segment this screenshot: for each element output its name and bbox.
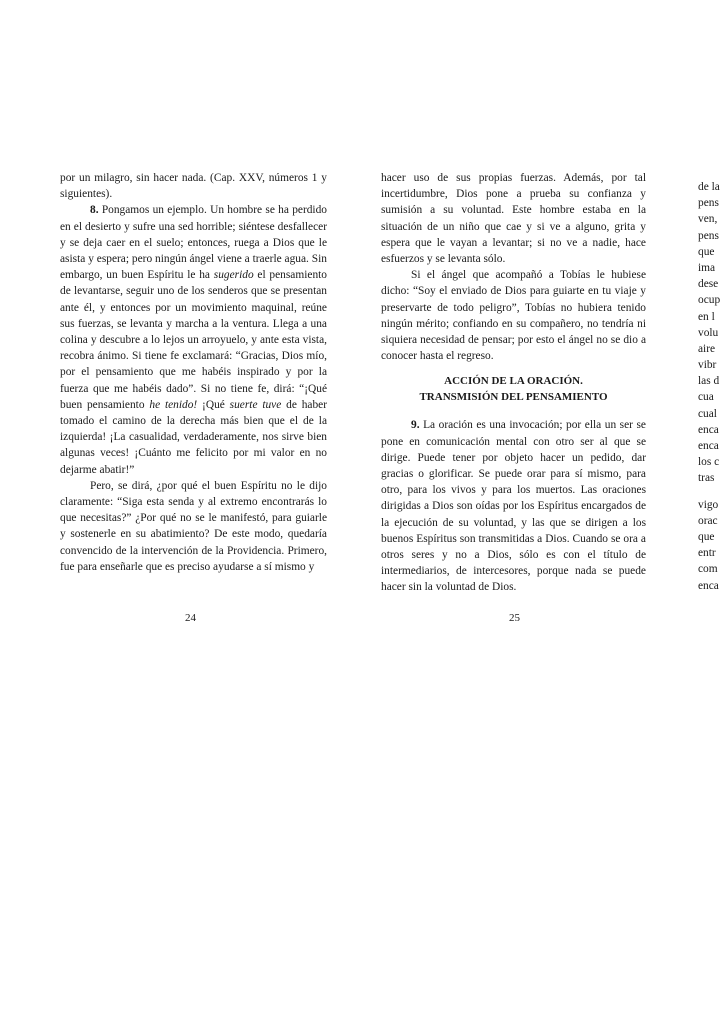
edge-line: cual — [698, 407, 717, 420]
italic-text: suerte tuve — [229, 398, 282, 411]
heading-line: TRANSMISIÓN DEL PENSAMIENTO — [419, 390, 608, 403]
paragraph-8 — [60, 202, 327, 477]
left-page-text-column — [60, 170, 327, 575]
page-number-left: 24 — [185, 612, 196, 624]
edge-line: enca — [698, 440, 719, 452]
edge-line: dese — [698, 278, 719, 291]
paragraph: Si el ángel que acompañó a Tobías le hubiese dicho: “Soy el enviado de Dios para guiarte en tu viaje y preservarte de todo peligro”, Tobías no hubiera tenido ningún mérito; confiando en su compañero, no tendría ni siquiera necesidad de pensar; por esto el ángel no se dio a conocer hasta el regreso. — [381, 269, 646, 363]
page-number-right: 25 — [509, 612, 520, 624]
paragraph: Pero, se dirá, ¿por qué el buen Espíritu no le dijo claramente: “Siga esta senda y al extremo encontrarás lo que necesitas?” ¿Por qué no se le manifestó, para guiarle y sostenerle en su abatimiento? De este modo, quedaría convencido de la intervención de la Providencia. Primero, fue para enseñarle que es preciso ayudarse a sí mismo y — [60, 479, 327, 573]
edge-line: ima — [698, 261, 716, 274]
edge-line: cua — [698, 391, 714, 404]
italic-text: he tenido! — [149, 398, 198, 411]
edge-line: ocup — [698, 294, 721, 307]
italic-text: sugerido — [213, 269, 254, 282]
paragraph-number: 8. — [90, 204, 99, 217]
cut-off-page-column — [698, 179, 728, 594]
edge-line: vigo — [698, 498, 719, 511]
edge-line: tras — [698, 472, 715, 485]
text-run: La oración es una invocación; por ella un ser se pone en comunicación mental con otro ser al que se dirige. Puede tener por objeto hacer un pedido, dar gracias o glorificar. Se puede orar para sí mismo, para otro, para los vivos y para los muertos. Las oraciones dirigidas a Dios son oídas por los Espíritus encargados de la ejecución de su voluntad, y las que se dirigen a los buenos Espíritus son transmitidas a Dios. Cuando se ora a otros seres y no a Dios, sólo es con el título de intermediarios, de intercesores, porque nada se puede hacer sin la voluntad de Dios. — [381, 419, 646, 594]
edge-line: en l — [698, 310, 715, 323]
paragraph-9 — [381, 417, 646, 595]
text-run: de haber tomado el camino de la derecha más bien que el de la izquierda! ¡La casualidad, verdaderamente, nos sirve bien algunas veces! ¡Cuánto me felicito por mi valor en no dejarme abatir!” — [60, 398, 327, 476]
text-run: el pensamiento de levantarse, seguir uno de los senderos que se presentan ante él, y entonces por un movimiento maquinal, reúne sus fuerzas, se levanta y marcha a la ventura. Llega a una colina y descubre a lo lejos un arroyuelo, y ante esta vista, recobra ánimo. Si tiene fe exclamará: “Gracias, Dios mío, por el pensamiento que me habéis inspirado y por la fuerza que me habéis dado”. Si no tiene fe, dirá: “¡Qué buen pensamiento — [60, 269, 327, 411]
edge-gap — [698, 487, 728, 497]
text-run: ¡Qué — [197, 398, 230, 411]
edge-line: volu — [698, 326, 719, 339]
edge-line: vibr — [698, 359, 717, 372]
text-run: Pongamos un ejemplo. Un hombre se ha perdido en el desierto y sufre una sed horrible; siéntese desfallecer y se deja caer en el suelo; entonces, ruega a Dios que le asista y espera; pero ningún ángel viene a traerle agua. Sin embargo, un buen Espíritu le ha — [60, 204, 327, 282]
section-heading — [381, 374, 646, 405]
edge-line: entr — [698, 547, 716, 560]
right-page-text-column — [381, 170, 646, 596]
edge-line: com — [698, 563, 718, 576]
edge-line: que — [698, 245, 715, 258]
edge-line: enca — [698, 579, 719, 592]
paragraph: hacer uso de sus propias fuerzas. Además, por tal incertidumbre, Dios pone a prueba su confianza y sumisión a su voluntad. Este hombre estaba en la situación de un niño que cae y si ve a alguno, grita y espera que le vayan a levantar; si no ve a nadie, hace esfuerzos y se levanta sólo. — [381, 172, 646, 266]
edge-line: ven, — [698, 213, 718, 226]
edge-line: pens — [698, 197, 719, 210]
edge-line: de la — [698, 181, 720, 193]
edge-line: las d — [698, 375, 720, 388]
heading-line: ACCIÓN DE LA ORACIÓN. — [444, 375, 583, 388]
edge-line: enca — [698, 423, 719, 436]
edge-line: que — [698, 530, 715, 543]
paragraph: por un milagro, sin hacer nada. (Cap. XXV, números 1 y siguientes). — [60, 172, 327, 201]
edge-line: los c — [698, 456, 720, 469]
paragraph-number: 9. — [411, 419, 420, 432]
edge-line: orac — [698, 514, 718, 527]
edge-line: aire — [698, 342, 716, 355]
edge-line: pens — [698, 229, 719, 242]
